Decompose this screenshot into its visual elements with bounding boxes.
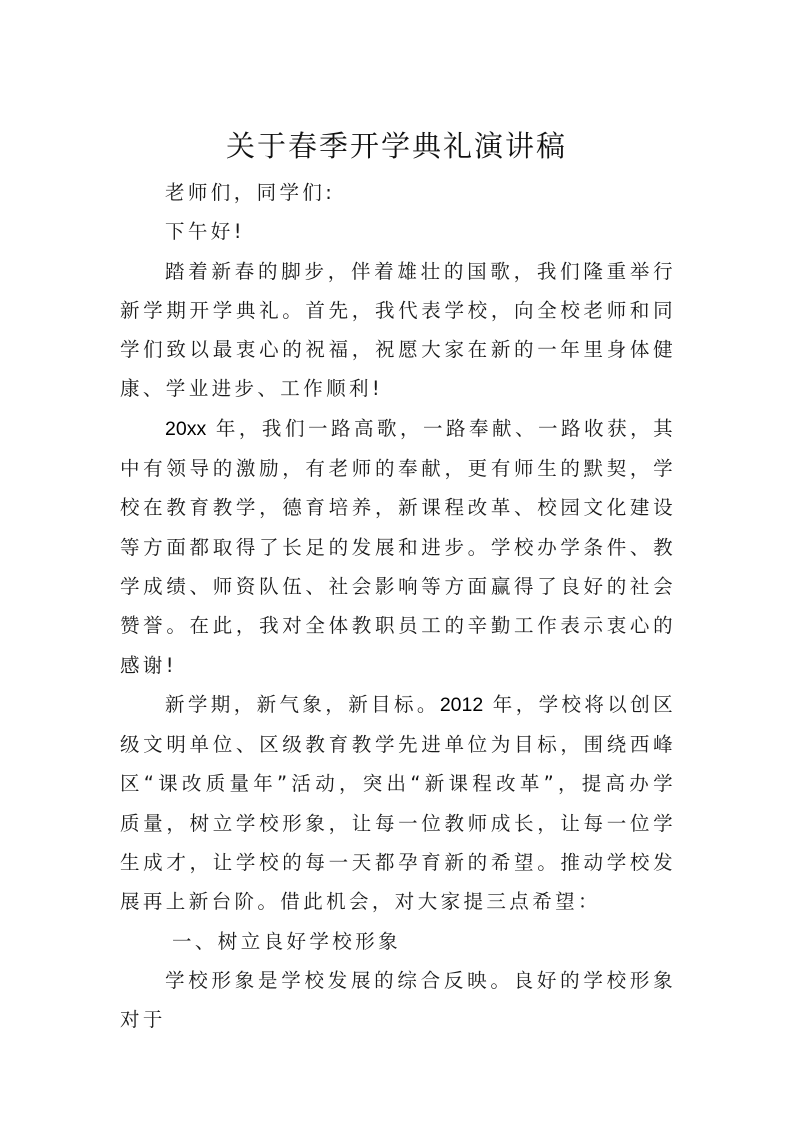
- year-text: 20xx: [165, 417, 207, 440]
- year-text: 2012: [439, 693, 484, 716]
- paragraph-opening: 踏着新春的脚步，伴着雄壮的国歌，我们隆重举行新学期开学典礼。首先，我代表学校，向全校老师和同学们致以最衷心的祝福，祝愿大家在新的一年里身体健康、学业进步、工作顺利!: [120, 259, 676, 401]
- paragraph-review-text: 年，我们一路高歌，一路奉献、一路收获，其中有领导的激励，有老师的奉献，更有师生的默契，学校在教育教学，德育培养，新课程改革、校园文化建设等方面都取得了长足的发展和进步。学校办学条件、教学成绩、师资队伍、社会影响等方面赢得了良好的社会赞誉。在此，我对全体教职员工的辛勤工作表示衷心的感谢!: [120, 416, 676, 677]
- salutation: 老师们，同学们:: [165, 181, 336, 204]
- paragraph-review: [120, 409, 676, 685]
- document-title: 关于春季开学典礼演讲稿: [225, 129, 567, 163]
- section-heading-1: 一、树立良好学校形象: [172, 929, 402, 953]
- document-body: [120, 173, 676, 1040]
- paragraph-goals-pre: 新学期，新气象，新目标。: [165, 692, 440, 716]
- paragraph-goals: [120, 685, 676, 922]
- paragraph-section-1: 学校形象是学校发展的综合反映。良好的学校形象对于: [120, 968, 676, 1032]
- paragraph-goals-text: 年，学校将以创区级文明单位、区级教育教学先进单位为目标，围绕西峰区“课改质量年”活动，突出“新课程改革”，提高办学质量，树立学校形象，让每一位教师成长，让每一位学生成才，让学校的每一天都孕育新的希望。推动学校发展再上新台阶。借此机会，对大家提三点希望：: [120, 692, 677, 914]
- greeting: 下午好!: [165, 220, 245, 244]
